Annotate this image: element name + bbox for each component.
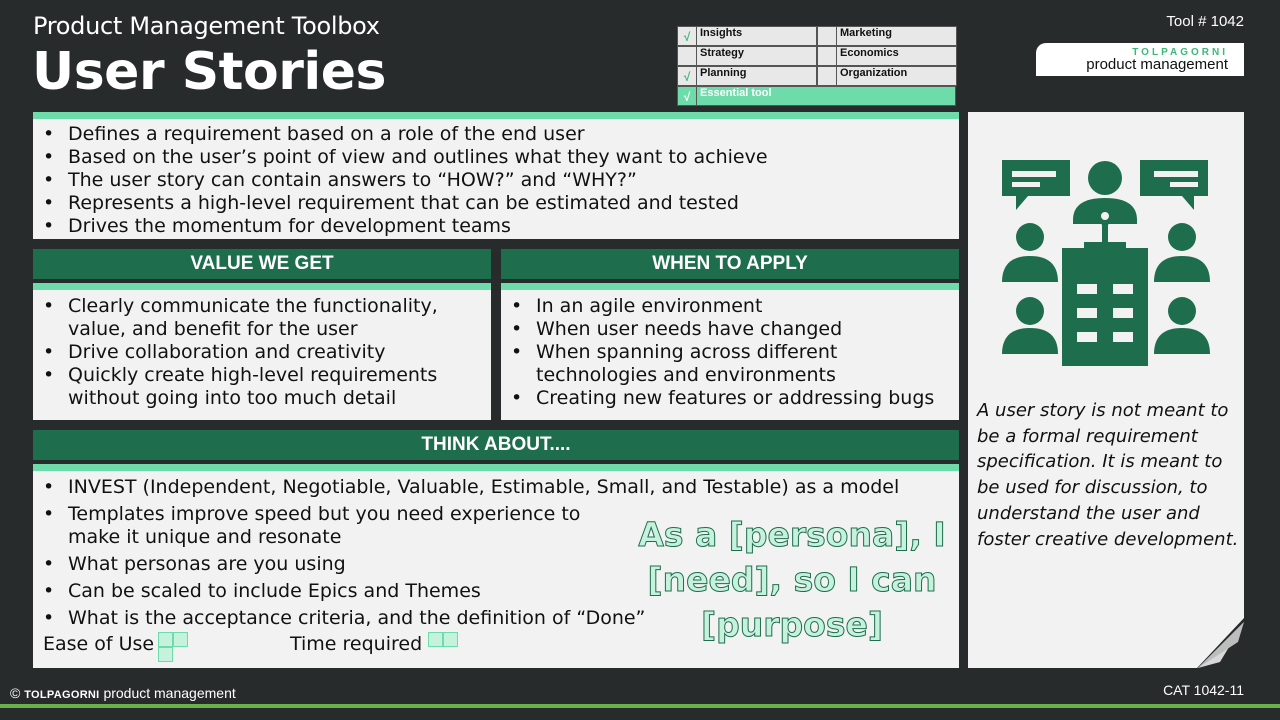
logo-wordmark: TOLPAGORNI	[1132, 47, 1228, 58]
list-item: • When user needs have changed	[501, 318, 959, 341]
page-curl-icon	[1198, 622, 1244, 668]
toolbox-title: Product Management Toolbox	[33, 12, 380, 40]
list-item: • Based on the user’s point of view and outlines what they want to achieve	[33, 146, 959, 169]
list-item: • Clearly communicate the functionality, value, and benefit for the user	[33, 295, 491, 341]
essential-tool-label: Essential tool	[697, 86, 956, 106]
list-item: • Can be scaled to include Epics and Themes	[33, 580, 959, 603]
catalog-number: CAT 1042-11	[1163, 682, 1244, 698]
check-icon	[677, 46, 697, 66]
check-icon	[817, 26, 837, 46]
persona-template: As a [persona], I [need], so I can [purpose]	[638, 515, 946, 644]
category-row	[677, 66, 958, 86]
check-icon	[817, 46, 837, 66]
footer-brand-suffix: product management	[103, 685, 236, 701]
footer-divider	[0, 704, 1280, 708]
page-title: User Stories	[32, 42, 386, 102]
category-grid	[677, 26, 958, 106]
category-economics: Economics	[837, 46, 957, 66]
when-panel	[501, 283, 959, 420]
ease-of-use-rating	[158, 632, 190, 664]
panel-accent	[33, 464, 959, 471]
list-item: • Represents a high-level requirement that can be estimated and tested	[33, 192, 959, 215]
list-item: • When spanning across different technologies and environments	[501, 341, 959, 387]
list-item: • Drive collaboration and creativity	[33, 341, 491, 364]
ease-of-use-label: Ease of Use	[43, 633, 155, 655]
think-heading: THINK ABOUT....	[33, 430, 959, 460]
essential-row	[677, 86, 958, 106]
list-item: • Creating new features or addressing bugs	[501, 387, 959, 410]
check-icon: √	[677, 66, 697, 86]
footer-brand: TOLPAGORNI	[24, 689, 100, 701]
copyright-icon: ©	[10, 685, 21, 701]
definition-panel	[33, 112, 959, 239]
logo-subtitle: product management	[1086, 56, 1228, 73]
category-marketing: Marketing	[837, 26, 957, 46]
list-item: • Quickly create high-level requirements without going into too much detail	[33, 364, 491, 410]
list-item: • In an agile environment	[501, 295, 959, 318]
category-planning: Planning	[697, 66, 817, 86]
check-icon: √	[677, 26, 697, 46]
tool-number: Tool # 1042	[1166, 13, 1244, 30]
when-heading: WHEN TO APPLY	[501, 249, 959, 279]
list-item: • Drives the momentum for development teams	[33, 215, 959, 238]
list-item: • What is the acceptance criteria, and the definition of “Done”	[33, 607, 959, 630]
list-item: • Templates improve speed but you need experience to make it unique and resonate	[33, 503, 593, 549]
category-insights: Insights	[697, 26, 817, 46]
category-strategy: Strategy	[697, 46, 817, 66]
brand-logo	[1036, 43, 1244, 76]
check-icon	[817, 66, 837, 86]
value-panel	[33, 283, 491, 420]
panel-accent	[33, 283, 491, 290]
footer-copyright	[10, 685, 236, 701]
check-icon: √	[677, 86, 697, 106]
list-item: • What personas are you using	[33, 553, 959, 576]
user-stories-icon	[1000, 158, 1212, 368]
list-item: • The user story can contain answers to “HOW?” and “WHY?”	[33, 169, 959, 192]
category-row	[677, 46, 958, 66]
category-organization: Organization	[837, 66, 957, 86]
list-item: • Defines a requirement based on a role of the end user	[33, 123, 959, 146]
list-item: • INVEST (Independent, Negotiable, Valuable, Estimable, Small, and Testable) as a model	[33, 476, 959, 499]
side-note: A user story is not meant to be a formal requirement specification. It is meant to be used for discussion, to understand the user and foster creative development.	[977, 400, 1239, 550]
time-required-label: Time required	[290, 633, 423, 655]
category-row	[677, 26, 958, 46]
time-required-rating	[428, 632, 460, 648]
value-heading: VALUE WE GET	[33, 249, 491, 279]
panel-accent	[33, 112, 959, 119]
panel-accent	[501, 283, 959, 290]
